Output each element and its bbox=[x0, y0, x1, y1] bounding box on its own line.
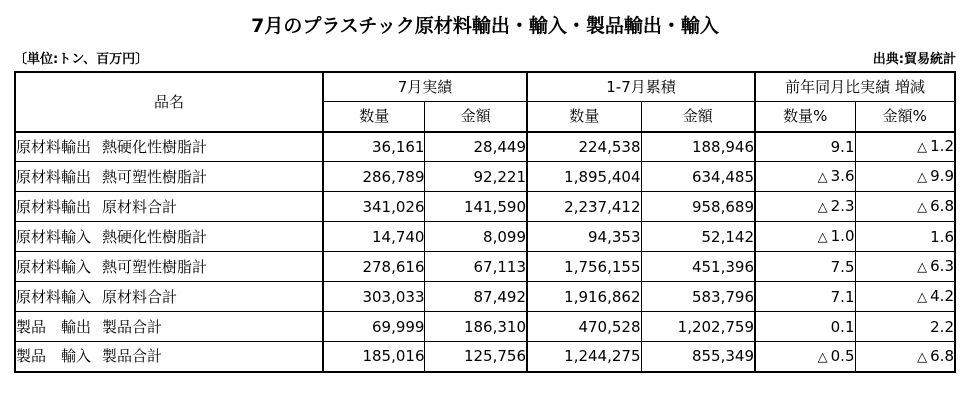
cell-cum-amount bbox=[641, 312, 755, 342]
negative-triangle-icon: △ bbox=[917, 349, 928, 365]
cell-yoy-amount-pct bbox=[855, 162, 955, 192]
cell-cum-quantity bbox=[527, 312, 641, 342]
cell-yoy-amount-pct bbox=[855, 282, 955, 312]
cell-cum-quantity-value: 470,528 bbox=[578, 317, 641, 336]
cell-yoy-amount-pct-value: 9.9 bbox=[930, 167, 954, 186]
cell-cum-amount-value: 958,689 bbox=[691, 197, 754, 216]
cell-yoy-amount-pct bbox=[855, 312, 955, 342]
cell-july-amount bbox=[425, 132, 527, 162]
cell-july-quantity-value: 341,026 bbox=[362, 197, 425, 216]
cell-cum-quantity-value: 224,538 bbox=[578, 137, 641, 156]
cell-july-quantity-value: 14,740 bbox=[371, 227, 425, 246]
cell-cum-amount bbox=[641, 162, 755, 192]
cell-cum-amount-value: 634,485 bbox=[691, 167, 754, 186]
negative-triangle-icon: △ bbox=[817, 170, 828, 186]
cell-july-quantity-value: 36,161 bbox=[371, 137, 425, 156]
cell-yoy-amount-pct-value: 6.8 bbox=[930, 346, 954, 365]
negative-triangle-icon: △ bbox=[817, 200, 828, 216]
negative-triangle-icon: △ bbox=[917, 200, 928, 216]
cell-yoy-quantity-pct-value: 3.6 bbox=[830, 167, 855, 186]
row-item: 熱可塑性樹脂計 bbox=[101, 257, 207, 276]
row-item: 熱可塑性樹脂計 bbox=[101, 167, 207, 186]
cell-july-amount bbox=[425, 222, 527, 252]
table-row bbox=[15, 282, 955, 312]
cell-july-quantity-value: 69,999 bbox=[371, 317, 425, 336]
cell-cum-quantity-value: 1,244,275 bbox=[564, 347, 641, 366]
cell-yoy-amount-pct-value: 1.2 bbox=[930, 137, 954, 156]
cell-yoy-quantity-pct bbox=[755, 222, 855, 252]
cell-july-quantity-value: 185,016 bbox=[362, 347, 425, 366]
table-row bbox=[15, 162, 955, 192]
cell-cum-quantity bbox=[527, 162, 641, 192]
row-category: 製品 輸入 bbox=[15, 347, 91, 366]
negative-triangle-icon: △ bbox=[917, 140, 928, 156]
cell-cum-amount bbox=[641, 192, 755, 222]
cell-cum-quantity bbox=[527, 192, 641, 222]
cell-cum-amount-value: 451,396 bbox=[691, 257, 754, 276]
row-item: 熱硬化性樹脂計 bbox=[101, 137, 207, 156]
cell-cum-amount bbox=[641, 222, 755, 252]
unit-note: 〔単位:トン、百万円〕 bbox=[14, 51, 149, 67]
cell-july-amount-value: 125,756 bbox=[463, 347, 526, 366]
row-category: 原材料輸出 bbox=[15, 167, 91, 186]
row-category: 原材料輸入 bbox=[15, 227, 91, 246]
table-row bbox=[15, 252, 955, 282]
cell-yoy-quantity-pct bbox=[755, 252, 855, 282]
cell-july-amount-value: 28,449 bbox=[473, 137, 526, 156]
cell-cum-amount bbox=[641, 342, 755, 372]
cell-cum-quantity bbox=[527, 222, 641, 252]
cell-cum-amount bbox=[641, 282, 755, 312]
cell-july-amount bbox=[425, 342, 527, 372]
cell-yoy-amount-pct-value: 1.6 bbox=[930, 227, 954, 246]
cell-july-quantity bbox=[323, 282, 425, 312]
column-header-cum-quantity: 数量 bbox=[527, 102, 641, 132]
table-row bbox=[15, 192, 955, 222]
cell-yoy-quantity-pct-value: 1.0 bbox=[830, 227, 855, 246]
cell-july-amount bbox=[425, 162, 527, 192]
cell-cum-amount bbox=[641, 132, 755, 162]
row-label bbox=[15, 192, 323, 222]
cell-yoy-amount-pct bbox=[855, 342, 955, 372]
cell-yoy-quantity-pct-value: 0.1 bbox=[830, 317, 855, 336]
cell-cum-quantity-value: 1,916,862 bbox=[564, 287, 641, 306]
cell-july-amount-value: 87,492 bbox=[473, 287, 526, 306]
source-note: 出典:貿易統計 bbox=[872, 51, 956, 67]
row-label bbox=[15, 162, 323, 192]
row-category: 原材料輸入 bbox=[15, 257, 91, 276]
cell-cum-quantity-value: 1,756,155 bbox=[564, 257, 641, 276]
cell-july-amount bbox=[425, 192, 527, 222]
table-row bbox=[15, 342, 955, 372]
cell-july-quantity bbox=[323, 132, 425, 162]
row-label bbox=[15, 282, 323, 312]
column-header-cum-amount: 金額 bbox=[641, 102, 755, 132]
table-row bbox=[15, 132, 955, 162]
negative-triangle-icon: △ bbox=[917, 290, 928, 306]
cell-yoy-amount-pct-value: 4.2 bbox=[930, 287, 954, 306]
row-item: 製品合計 bbox=[101, 347, 162, 366]
cell-cum-amount bbox=[641, 252, 755, 282]
cell-july-quantity bbox=[323, 162, 425, 192]
column-group-yoy: 前年同月比実績 増減 bbox=[755, 72, 955, 102]
negative-triangle-icon: △ bbox=[817, 349, 828, 365]
cell-yoy-quantity-pct-value: 2.3 bbox=[830, 197, 855, 216]
cell-yoy-amount-pct-value: 2.2 bbox=[930, 317, 954, 336]
meta-row bbox=[0, 38, 970, 71]
row-item: 製品合計 bbox=[101, 317, 162, 336]
cell-july-amount-value: 67,113 bbox=[473, 257, 526, 276]
row-label bbox=[15, 312, 323, 342]
cell-july-amount-value: 141,590 bbox=[463, 197, 526, 216]
column-header-yoy-quantity-pct: 数量% bbox=[755, 102, 855, 132]
table-header bbox=[15, 72, 955, 132]
row-item: 原材料合計 bbox=[101, 287, 177, 306]
negative-triangle-icon: △ bbox=[917, 170, 928, 186]
negative-triangle-icon: △ bbox=[917, 260, 928, 276]
row-label bbox=[15, 342, 323, 372]
cell-cum-amount-value: 52,142 bbox=[701, 227, 754, 246]
cell-yoy-quantity-pct bbox=[755, 192, 855, 222]
cell-cum-quantity-value: 2,237,412 bbox=[564, 197, 641, 216]
cell-yoy-quantity-pct-value: 7.1 bbox=[830, 287, 855, 306]
cell-july-amount-value: 92,221 bbox=[473, 167, 526, 186]
cell-cum-quantity bbox=[527, 132, 641, 162]
row-category: 製品 輸出 bbox=[15, 317, 91, 336]
cell-cum-amount-value: 1,202,759 bbox=[677, 317, 754, 336]
row-label bbox=[15, 132, 323, 162]
cell-cum-quantity-value: 1,895,404 bbox=[564, 167, 641, 186]
cell-cum-quantity bbox=[527, 282, 641, 312]
cell-yoy-amount-pct bbox=[855, 252, 955, 282]
row-item: 熱硬化性樹脂計 bbox=[101, 227, 207, 246]
trade-statistics-table bbox=[14, 71, 956, 373]
cell-yoy-quantity-pct-value: 7.5 bbox=[830, 257, 855, 276]
cell-july-quantity bbox=[323, 312, 425, 342]
cell-july-amount-value: 186,310 bbox=[463, 317, 526, 336]
column-header-item-name: 品名 bbox=[15, 72, 323, 132]
table-header-group-row bbox=[15, 72, 955, 102]
column-header-july-amount: 金額 bbox=[425, 102, 527, 132]
cell-july-quantity-value: 303,033 bbox=[362, 287, 425, 306]
column-header-july-quantity: 数量 bbox=[323, 102, 425, 132]
cell-july-quantity bbox=[323, 342, 425, 372]
column-group-cumulative: 1-7月累積 bbox=[527, 72, 755, 102]
cell-july-amount bbox=[425, 252, 527, 282]
cell-yoy-amount-pct bbox=[855, 192, 955, 222]
table-body bbox=[15, 132, 955, 372]
row-category: 原材料輸入 bbox=[15, 287, 91, 306]
cell-yoy-amount-pct-value: 6.3 bbox=[930, 257, 954, 276]
cell-yoy-quantity-pct bbox=[755, 162, 855, 192]
cell-yoy-quantity-pct bbox=[755, 342, 855, 372]
cell-july-quantity-value: 278,616 bbox=[362, 257, 425, 276]
row-category: 原材料輸出 bbox=[15, 197, 91, 216]
row-label bbox=[15, 222, 323, 252]
cell-yoy-quantity-pct bbox=[755, 132, 855, 162]
cell-cum-quantity bbox=[527, 342, 641, 372]
cell-yoy-amount-pct bbox=[855, 132, 955, 162]
page-title: 7月のプラスチック原材料輸出・輸入・製品輸出・輸入 bbox=[251, 15, 719, 37]
cell-cum-quantity-value: 94,353 bbox=[588, 227, 641, 246]
cell-cum-amount-value: 188,946 bbox=[691, 137, 754, 156]
cell-july-quantity-value: 286,789 bbox=[362, 167, 425, 186]
table-row bbox=[15, 312, 955, 342]
row-category: 原材料輸出 bbox=[15, 137, 91, 156]
cell-cum-quantity bbox=[527, 252, 641, 282]
column-header-yoy-amount-pct: 金額% bbox=[855, 102, 955, 132]
cell-july-quantity bbox=[323, 192, 425, 222]
cell-july-amount bbox=[425, 282, 527, 312]
row-item: 原材料合計 bbox=[101, 197, 177, 216]
cell-cum-amount-value: 583,796 bbox=[691, 287, 754, 306]
cell-july-quantity bbox=[323, 222, 425, 252]
negative-triangle-icon: △ bbox=[817, 230, 828, 246]
cell-yoy-amount-pct-value: 6.8 bbox=[930, 197, 954, 216]
column-group-july: 7月実績 bbox=[323, 72, 527, 102]
cell-july-amount-value: 8,099 bbox=[483, 227, 526, 246]
cell-yoy-quantity-pct-value: 0.5 bbox=[830, 346, 855, 365]
cell-yoy-quantity-pct bbox=[755, 312, 855, 342]
cell-cum-amount-value: 855,349 bbox=[691, 347, 754, 366]
table-row bbox=[15, 222, 955, 252]
cell-yoy-quantity-pct bbox=[755, 282, 855, 312]
cell-july-quantity bbox=[323, 252, 425, 282]
cell-yoy-quantity-pct-value: 9.1 bbox=[830, 137, 855, 156]
cell-july-amount bbox=[425, 312, 527, 342]
row-label bbox=[15, 252, 323, 282]
cell-yoy-amount-pct bbox=[855, 222, 955, 252]
